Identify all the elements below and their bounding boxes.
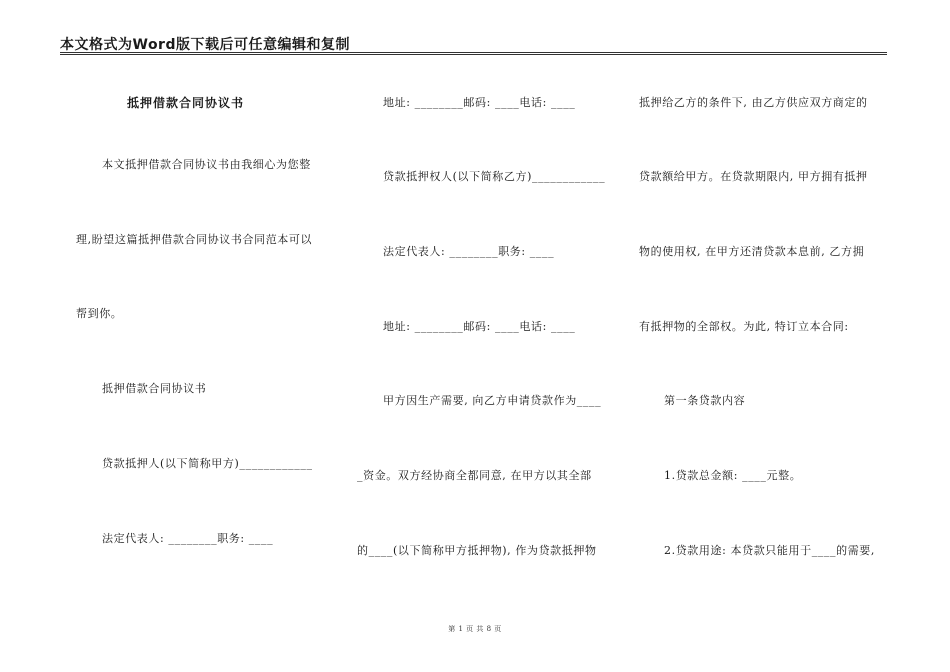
header-rule-bottom xyxy=(60,54,887,55)
page-number: 第 1 页 共 8 页 xyxy=(448,625,502,633)
paragraph-line: 甲方因生产需要, 向乙方申请贷款作为____ xyxy=(383,394,602,407)
paragraph-line: 有抵押物的全部权。为此, 特订立本合同: xyxy=(639,320,849,333)
paragraph-line: 本文抵押借款合同协议书由我细心为您整 xyxy=(102,158,311,171)
paragraph-line: 抵押给乙方的条件下, 由乙方供应双方商定的 xyxy=(639,96,868,109)
paragraph-line: 帮到你。 xyxy=(76,307,123,320)
paragraph-line: 贷款抵押权人(以下简称乙方)____________ xyxy=(383,170,606,183)
section-heading: 抵押借款合同协议书 xyxy=(102,382,207,395)
paragraph-line: _资金。双方经协商全都同意, 在甲方以其全部 xyxy=(357,469,592,482)
paragraph-line: 1.贷款总金额: ____元整。 xyxy=(664,469,802,482)
paragraph-line: 2.贷款用途: 本贷款只能用于____的需要, xyxy=(664,544,875,557)
document-title: 抵押借款合同协议书 xyxy=(127,96,245,110)
paragraph-line: 的____(以下简称甲方抵押物), 作为贷款抵押物 xyxy=(357,544,597,557)
paragraph-line: 地址: ________邮码: ____电话: ____ xyxy=(383,96,576,109)
paragraph-line: 物的使用权, 在甲方还清贷款本息前, 乙方拥 xyxy=(639,245,865,258)
paragraph-line: 地址: ________邮码: ____电话: ____ xyxy=(383,320,576,333)
paragraph-line: 贷款额给甲方。在贷款期限内, 甲方拥有抵押 xyxy=(639,170,868,183)
paragraph-line: 理,盼望这篇抵押借款合同协议书合同范本可以 xyxy=(76,233,313,246)
page-header-title: 本文格式为Word版下载后可任意编辑和复制 xyxy=(60,37,350,53)
header-rule-top xyxy=(60,52,887,53)
paragraph-line: 法定代表人: ________职务: ____ xyxy=(102,532,274,545)
section-heading: 第一条贷款内容 xyxy=(664,394,746,407)
paragraph-line: 贷款抵押人(以下简称甲方)____________ xyxy=(102,457,313,470)
paragraph-line: 法定代表人: ________职务: ____ xyxy=(383,245,555,258)
